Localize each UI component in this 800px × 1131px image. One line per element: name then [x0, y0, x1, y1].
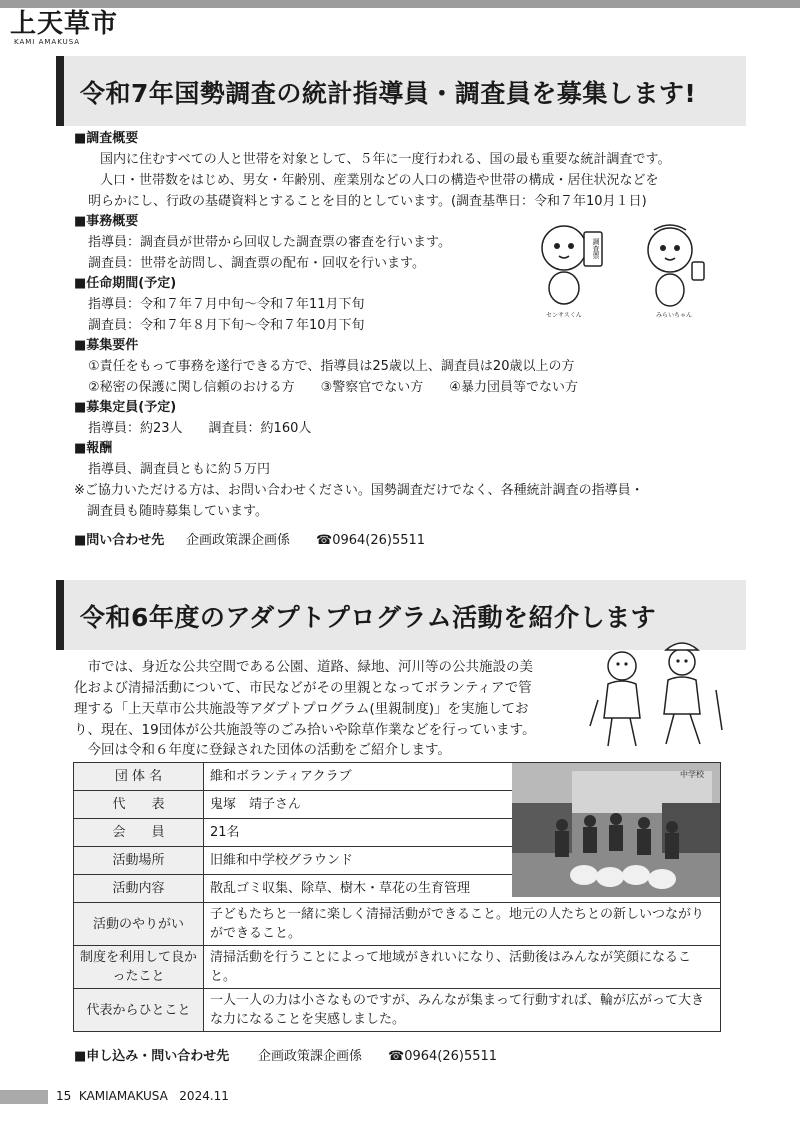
req-line-1: ①責任をもって事務を遂行できる方で、指導員は25歳以上、調査員は20歳以上の方 [88, 359, 575, 374]
row-label-message: 代表からひとこと [74, 989, 204, 1032]
row-value-rep: 鬼塚 靖子さん [204, 791, 721, 819]
volunteer-group-photo [512, 763, 720, 897]
term-line-2: 調査員：令和７年８月下旬～令和７年10月下旬 [88, 318, 365, 333]
intro-line-4: り、現在、19団体が公共施設等のごみ拾いや除草作業などを行っています。 [74, 722, 536, 738]
req-heading: ■募集要件 [74, 338, 139, 353]
row-value-activity: 散乱ゴミ収集、除草、樹木・草花の生育管理 [204, 875, 721, 903]
quota-heading: ■募集定員(予定) [74, 400, 177, 415]
row-value-message: 一人一人の力は小さなものですが、みんなが集まって行動すれば、輪が広がって大きな力になることを実感しました。 [204, 989, 721, 1032]
contact1-dept: 企画政策課企画係 [186, 533, 291, 548]
overview-line-1: 国内に住むすべての人と世帯を対象として、５年に一度行われる、国の最も重要な統計調査です。 [100, 152, 671, 167]
issue-date: 2024.11 [179, 1089, 229, 1103]
row-label-activity: 活動内容 [74, 875, 204, 903]
photo-sign: 中学校 [680, 770, 704, 779]
note-line-2: 調査員も随時募集しています。 [74, 504, 268, 519]
row-label-group: 団 体 名 [74, 763, 204, 791]
contact2-label: ■申し込み・問い合わせ先 [74, 1049, 230, 1064]
note-line-1: ※ご協力いただける方は、お問い合わせください。国勢調査だけでなく、各種統計調査の指導員・ [74, 483, 644, 498]
row-label-rep: 代 表 [74, 791, 204, 819]
section1-header-bar [56, 56, 64, 126]
logo-text: 上天草市 [10, 9, 119, 39]
magazine-name: KAMIAMAKUSA [78, 1089, 168, 1103]
table-row [74, 903, 721, 946]
duties-line-1: 指導員：調査員が世帯から回収した調査票の審査を行います。 [88, 235, 451, 250]
row-value-members: 21名 [204, 819, 721, 847]
term-line-1: 指導員：令和７年７月中旬～令和７年11月下旬 [88, 297, 365, 312]
overview-heading: ■調査概要 [74, 131, 139, 146]
row-label-members: 会 員 [74, 819, 204, 847]
section2-title: 令和6年度のアダプトプログラム活動を紹介します [80, 603, 657, 632]
overview-line-3: 明らかにし、行政の基礎資料とすることを目的としています。(調査基準日：令和７年10月１日) [88, 194, 647, 209]
photo-icon [512, 763, 720, 897]
footer-text [56, 1089, 229, 1103]
row-value-group: 維和ボランティアクラブ [204, 763, 721, 791]
row-value-place: 旧維和中学校グラウンド [204, 847, 721, 875]
quota-line: 指導員：約23人 調査員：約160人 [88, 421, 312, 436]
page-number: 15 [56, 1089, 72, 1103]
board-text: 調査票 [592, 238, 600, 259]
volunteers-illustration [586, 640, 726, 750]
table-row [74, 946, 721, 989]
logo-subtext: KAMI AMAKUSA [14, 38, 81, 46]
req-line-2: ②秘密の保護に関し信頼のおける方 ③警察官でない方 ④暴力団員等でない方 [88, 380, 578, 395]
duties-heading: ■事務概要 [74, 214, 139, 229]
contact2-phone: ☎0964(26)5511 [388, 1049, 498, 1064]
section2-header-bar [56, 580, 64, 650]
duties-line-2: 調査員：世帯を訪問し、調査票の配布・回収を行います。 [88, 256, 425, 271]
section1-title: 令和7年国勢調査の統計指導員・調査員を募集します! [80, 79, 697, 108]
contact1-phone: ☎0964(26)5511 [316, 533, 426, 548]
intro-line-1: 市では、身近な公共空間である公園、道路、緑地、河川等の公共施設の美 [74, 659, 533, 675]
mascots-illustration [522, 222, 722, 322]
intro-line-3: 理する「上天草市公共施設等アダプトプログラム(里親制度)」を実施してお [74, 701, 529, 717]
section1-header [56, 56, 746, 126]
row-label-place: 活動場所 [74, 847, 204, 875]
intro-line-5: 今回は令和６年度に登録された団体の活動をご紹介します。 [74, 742, 451, 758]
row-label-benefit: 制度を利用して良かったこと [74, 946, 204, 989]
pay-line: 指導員、調査員ともに約５万円 [88, 462, 271, 477]
contact2-dept: 企画政策課企画係 [258, 1049, 363, 1064]
mascot-left-icon [522, 222, 722, 322]
mascot-right-label: みらいちゃん [656, 312, 693, 319]
row-label-reward: 活動のやりがい [74, 903, 204, 946]
volunteers-icon [586, 640, 726, 750]
contact1-label: ■問い合わせ先 [74, 533, 165, 548]
mascot-left-label: センサスくん [546, 312, 582, 319]
term-heading: ■任命期間(予定) [74, 276, 177, 291]
table-row [74, 989, 721, 1032]
row-value-benefit: 清掃活動を行うことによって地域がきれいになり、活動後はみんなが笑顔になること。 [204, 946, 721, 989]
pay-heading: ■報酬 [74, 441, 113, 456]
overview-line-2: 人口・世帯数をはじめ、男女・年齢別、産業別などの人口の構造や世帯の構成・居住状況などを [100, 173, 659, 188]
intro-line-2: 化および清掃活動について、市民などがその里親となってボランティアで管 [74, 680, 532, 696]
city-logo [10, 10, 120, 44]
row-value-reward: 子どもたちと一緒に楽しく清掃活動ができること。地元の人たちとの新しいつながりができること。 [204, 903, 721, 946]
top-band [0, 0, 800, 8]
footer-bar [0, 1090, 48, 1104]
